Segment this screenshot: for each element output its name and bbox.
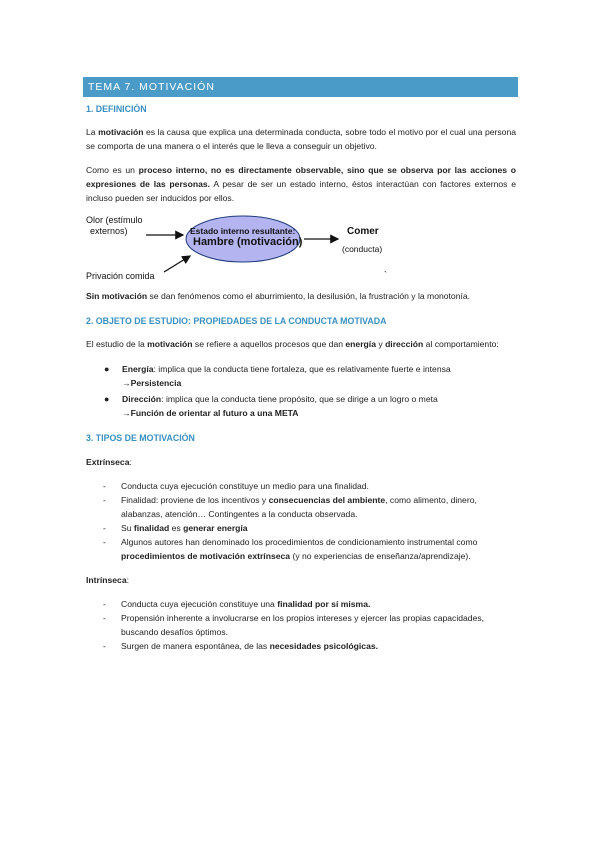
text-run: Propensión inherente a involucrarse en los propios intereses y ejercer las propias capacidades, buscando desafíos óptimos. (121, 613, 485, 637)
text-run: al comportamiento: (423, 339, 499, 349)
section-heading-tipos: 3. TIPOS DE MOTIVACIÓN (86, 433, 195, 443)
arrow-deprivation (164, 256, 190, 272)
list-item (86, 535, 516, 563)
dash-icon: - (103, 523, 106, 533)
bold-run: energía (345, 339, 376, 349)
dash-icon: - (103, 599, 106, 609)
properties-list (86, 362, 516, 420)
list-item-direccion (86, 392, 516, 420)
bold-run: procedimientos de motivación extrínseca (121, 551, 291, 561)
label-stimulus-2: externos) (90, 226, 128, 236)
text-run: , como alimento, dinero, alabanzas, atención… Contingentes a la conducta observada. (121, 495, 477, 519)
section-heading-definicion: 1. DEFINICIÓN (86, 104, 147, 114)
list-item (86, 493, 516, 521)
text-run: Conducta cuya ejecución constituye una (121, 599, 278, 609)
label-stimulus: Olor (estímulo (86, 215, 143, 225)
arrow-icon: → (122, 378, 131, 388)
extrinsic-list (86, 479, 516, 563)
text-run: : (129, 457, 132, 467)
text-run: La (86, 127, 99, 137)
text-run: Como es un (86, 165, 139, 175)
list-item (86, 479, 516, 493)
paragraph-definition (86, 125, 516, 153)
text-run: (y no experiencias de enseñanza/aprendizaje). (290, 551, 471, 561)
list-item (86, 611, 516, 639)
label-behavior: (conducta) (342, 244, 383, 254)
list-item-energia (86, 362, 516, 390)
label-hunger: Hambre (motivación) (193, 236, 303, 248)
bold-run: Dirección (122, 394, 162, 404)
bold-run: Sin motivación (86, 291, 148, 301)
chapter-banner: TEMA 7. MOTIVACIÓN (83, 77, 518, 97)
motivation-diagram (86, 213, 516, 285)
dash-icon: - (103, 481, 106, 491)
dash-icon: - (103, 613, 106, 623)
bold-run: Energía (122, 364, 154, 374)
arrow-icon: → (122, 408, 131, 418)
paragraph-study (86, 337, 516, 351)
document-content (86, 102, 516, 653)
label-deprivation: Privación comida (86, 271, 155, 281)
text-run: es (169, 523, 184, 533)
label-eat: Comer (347, 226, 379, 237)
paragraph-no-motivation (86, 289, 516, 303)
text-run: : implica que la conducta tiene propósito, que se dirige a un logro o meta (161, 394, 438, 404)
text-run: Algunos autores han denominado los procedimientos de condicionamiento instrumental como (121, 537, 478, 547)
bold-run: generar energía (183, 523, 248, 533)
label-state: Estado interno resultante: (190, 226, 296, 236)
bold-run: Función de orientar al futuro a una META (130, 408, 299, 418)
dash-icon: - (103, 641, 106, 651)
text-run: Su (121, 523, 134, 533)
text-run: Surgen de manera espontánea, de las (121, 641, 270, 651)
bold-run: Persistencia (130, 378, 182, 388)
bullet-icon: ● (104, 394, 110, 404)
dash-icon: - (103, 495, 106, 505)
subheading-extrinseca (86, 455, 516, 469)
bold-run: dirección (385, 339, 424, 349)
text-run: y (375, 339, 386, 349)
bold-run: finalidad por sí misma. (277, 599, 371, 609)
section-heading-objeto: 2. OBJETO DE ESTUDIO: PROPIEDADES DE LA CONDUCTA MOTIVADA (86, 316, 387, 326)
list-item (86, 521, 516, 535)
bold-run: consecuencias del ambiente (268, 495, 386, 505)
bullet-icon: ● (104, 364, 110, 374)
intrinsic-list (86, 597, 516, 653)
bold-run: motivación (98, 127, 144, 137)
list-item (86, 639, 516, 653)
text-run: : (126, 575, 129, 585)
text-run: es la causa que explica una determinada conducta, sobre todo el motivo por el cual una persona se comporta de una manera o el interés que le lleva a conseguir un objetivo. (86, 127, 517, 151)
bold-run: proceso interno, no es directamente observable, sino que se observa por las acciones o expresiones de las personas. (86, 165, 516, 189)
list-item (86, 597, 516, 611)
stray-mark: ` (384, 270, 387, 280)
dash-icon: - (103, 537, 106, 547)
bold-run: motivación (147, 339, 193, 349)
text-run: El estudio de la (86, 339, 148, 349)
text-run: A pesar de ser un estado interno, éstos interactúan con factores externos e incluso pueden ser inducidos por ellos. (86, 179, 516, 203)
bold-run: Extrínseca (86, 457, 130, 467)
text-run: : implica que la conducta tiene fortaleza, que es relativamente fuerte e intensa (153, 364, 451, 374)
bold-run: finalidad (133, 523, 170, 533)
text-run: Conducta cuya ejecución constituye un medio para una finalidad. (121, 481, 369, 491)
subheading-intrinseca (86, 573, 516, 587)
text-run: se refiere a aquellos procesos que dan (192, 339, 346, 349)
text-run: Finalidad: proviene de los incentivos y (121, 495, 269, 505)
bold-run: necesidades psicológicas. (269, 641, 379, 651)
bold-run: Intrínseca (86, 575, 127, 585)
paragraph-internal-process (86, 163, 516, 205)
text-run: se dan fenómenos como el aburrimiento, la desilusión, la frustración y la monotonía. (147, 291, 471, 301)
